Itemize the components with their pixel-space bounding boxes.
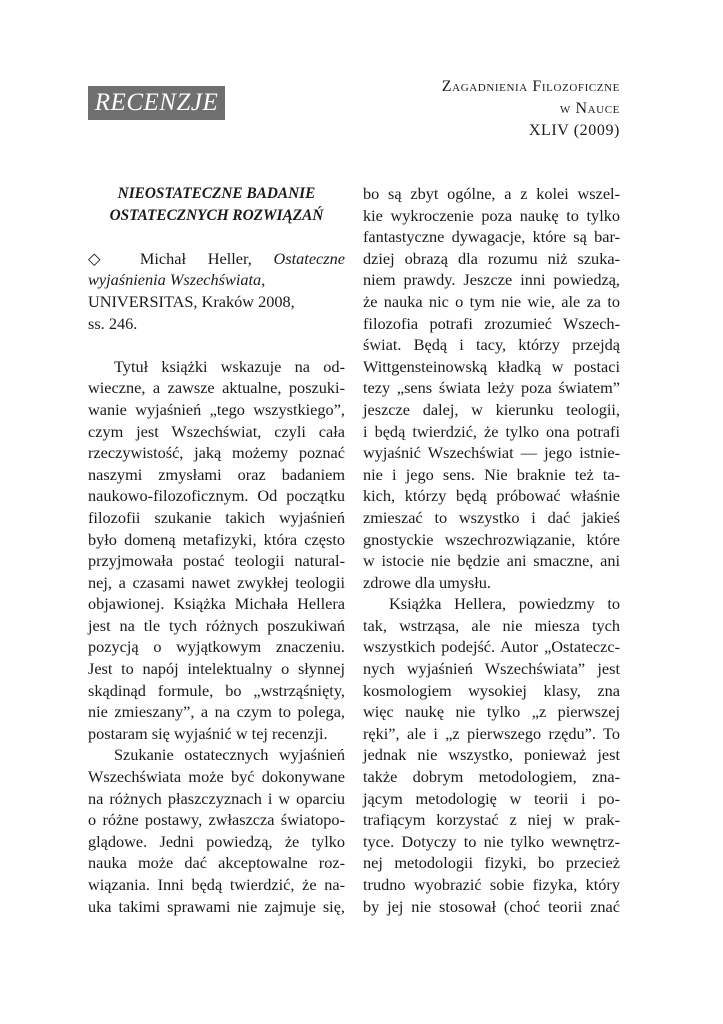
text-line: rzeczywistość, jaką możemy poznać	[88, 443, 345, 463]
text-line: nej, a czasami nawet zwykłej teologii	[88, 572, 345, 592]
text-line: wiązania. Inni będą twierdzić, że na-	[88, 875, 345, 894]
text-line: nej metodologii fizyki, bo przecież	[363, 853, 620, 873]
review-body-left	[88, 356, 345, 917]
text-line: filozofia potrafi zrozumieć Wszech-	[363, 313, 620, 333]
text-line: tyce. Dotyczy to nie tylko wewnętrz-	[363, 831, 620, 851]
text-line: wanie wyjaśnień „tego wszystkiego”,	[88, 399, 345, 419]
text-line: gnostyckie wszechrozwiązanie, które	[363, 529, 620, 549]
bibliography-line2: wyjaśnienia Wszechświata,	[88, 270, 266, 290]
text-line: niem prawdy. Jeszcze inni powiedzą,	[363, 270, 620, 290]
text-line: by jej nie stosował (choć teorii znać	[363, 896, 620, 916]
text-line: Książka Hellera, powiedzmy to	[389, 594, 620, 614]
text-line: było domeną metafizyki, która często	[88, 529, 345, 549]
text-line: filozofii szukanie takich wyjaśnień	[88, 507, 345, 527]
bibliography-line1	[88, 248, 345, 270]
text-line: w istocie nie będzie ani smaczne, ani	[363, 551, 620, 571]
text-line: kich, którzy będą próbować właśnie	[363, 486, 620, 506]
text-line: naszymi zmysłami oraz badaniem	[88, 464, 345, 484]
text-line: zdrowe dla umysłu.	[363, 572, 491, 592]
section-label: RECENZJE	[88, 86, 225, 120]
text-line: przyjmowała postać teologii natural-	[88, 551, 345, 571]
text-line: naukowo-filozoficznym. Od początku	[88, 486, 345, 506]
bib-publisher: UNIVERSITAS, Kraków 2008,	[88, 291, 295, 311]
text-line: nauka może dać akceptowalne roz-	[88, 853, 345, 873]
text-line: więc naukę nie tylko „z pierwszej	[363, 702, 620, 722]
review-title-line2: OSTATECZNYCH ROZWIĄZAŃ	[109, 206, 324, 224]
text-line: glądowe. Jedni powiedzą, że tylko	[88, 831, 345, 851]
text-line: Tytuł książki wskazuje na od-	[114, 356, 345, 376]
text-line: Wittgensteinowską kładką w postaci	[363, 356, 620, 376]
text-line: kie wykroczenie poza naukę to tylko	[363, 205, 620, 225]
text-line: na różnych płaszczyznach i w oparciu	[88, 788, 345, 808]
review-title-line1: NIEOSTATECZNE BADANIE	[117, 185, 316, 202]
journal-name-line1: Zagadnienia Filozoficzne	[441, 78, 620, 95]
journal-volume: XLIV (2009)	[528, 122, 620, 139]
text-line: pozycją o wyjątkowym znaczeniu.	[88, 637, 345, 657]
text-line: także dobrym metodologiem, zna-	[363, 767, 620, 787]
text-line: o różne postawy, zwłaszcza światopo-	[88, 810, 345, 830]
text-line: zmieszać to wszystko i dać jakieś	[363, 507, 620, 527]
text-line: ręki”, ale i „z pierwszego rzędu”. To	[363, 723, 620, 743]
journal-header	[442, 76, 620, 142]
text-line: dziej obrazą dla rozumu niż szuka-	[363, 248, 620, 268]
text-line: jącym metodologię w teorii i po-	[363, 788, 620, 808]
text-line: wieczne, a zawsze aktualne, poszuki-	[88, 378, 345, 398]
journal-name-line2: w Nauce	[559, 100, 620, 117]
text-line: nie zmieszany”, a na czym to polega,	[88, 702, 345, 722]
diamond-icon: ◇	[88, 248, 119, 268]
text-line: trafiącym korzystać z niej w prak-	[363, 810, 620, 830]
right-column	[363, 183, 620, 917]
text-line: fantastyczne dywagacje, które są bar-	[363, 227, 620, 247]
review-body-right	[363, 183, 620, 917]
text-line: postaram się wyjaśnić w tej recenzji.	[88, 723, 328, 743]
text-line: świat. Będą i tacy, którzy przejdą	[363, 335, 620, 355]
text-line: wszystkich podejść. Autor „Ostateczc-	[363, 637, 620, 657]
bib-title-part2: wyjaśnienia Wszechświata	[88, 270, 262, 290]
text-line: wyjaśnić Wszechświat — jego istnie-	[363, 443, 620, 463]
text-line: jeszcze dalej, w kierunku teologii,	[363, 399, 620, 419]
text-line: nych wyjaśnień Wszechświata” jest	[363, 659, 620, 679]
text-line: objawionej. Książka Michała Hellera	[88, 594, 345, 614]
text-line: kosmologiem wysokiej klasy, zna	[363, 680, 620, 700]
text-line: tezy „sens świata leży poza światem”	[363, 378, 620, 398]
bib-author: Michał Heller,	[139, 248, 252, 268]
text-line: tak, wstrząsa, ale nie miesza tych	[363, 615, 620, 635]
text-line: Wszechświata może być dokonywane	[88, 767, 345, 787]
bib-pages: ss. 246.	[88, 313, 138, 333]
text-line: nie i jego sens. Nie braknie też ta-	[363, 464, 620, 484]
text-line: uka takimi sprawami nie zajmuje się,	[88, 896, 345, 916]
text-line: i będą twierdzić, że tylko ona potrafi	[363, 421, 620, 441]
text-line: Szukanie ostatecznych wyjaśnień	[114, 745, 345, 765]
text-line: że nauka nic o tym nie wie, ale za to	[363, 291, 620, 311]
left-column	[88, 183, 345, 917]
text-line: jest na tle tych różnych poszukiwań	[88, 615, 345, 635]
text-line: bo są zbyt ogólne, a z kolei wszel-	[363, 184, 620, 203]
text-line: jednak nie wszystko, ponieważ jest	[363, 745, 620, 765]
text-line: czym jest Wszechświat, czyli cała	[88, 421, 345, 441]
text-line: trudno wyobrazić sobie fizyka, który	[363, 875, 620, 894]
bib-title-part1: Ostateczne	[273, 248, 345, 268]
text-line: skądinąd formule, bo „wstrząśnięty,	[88, 680, 345, 700]
text-line: Jest to napój intelektualny o słynnej	[88, 659, 345, 679]
